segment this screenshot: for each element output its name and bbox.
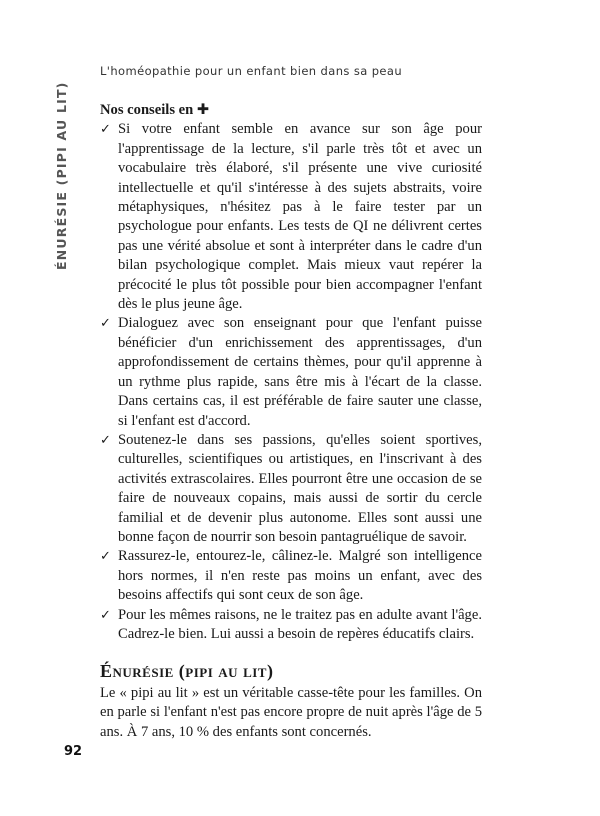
advice-item-text: Dialoguez avec son enseignant pour que l'enfant puisse bénéficier d'un enrichissement des apprentissages, d'un approfondissement de certains thèmes, pour qu'il apprenne à un rythme plus rapide, sans être mis à l'écart de la classe. Dans certains cas, il est préférable de faire sauter une classe, si l'enfant est d'accord. bbox=[118, 315, 482, 429]
advice-item-text: Rassurez-le, entourez-le, câlinez-le. Malgré son intelligence hors normes, il n'en reste pas moins un enfant, avec des besoins affectifs qui sont ceux de son âge. bbox=[118, 548, 482, 604]
check-icon: ✓ bbox=[100, 122, 111, 138]
check-icon: ✓ bbox=[100, 607, 111, 623]
advice-item-text: Si votre enfant semble en avance sur son âge pour l'apprentissage de la lecture, s'il parle très tôt et avec un vocabulaire très élaboré, s'il présente une vive curiosité intellectuelle et qu'il s'intéresse à des sujets abstraits, voire métaphysiques, n'hésitez pas à le faire tester par un psychologue pour enfants. Les tests de QI ne délivrent certes pas une vérité absolue et sont à interpréter dans le cadre d'un bilan psychologique complet. Mais mieux vaut repérer la précocité le plus tôt possible pour bien accompagner l'enfant dès le plus jeune âge. bbox=[118, 121, 482, 313]
advice-item-text: Pour les mêmes raisons, ne le traitez pas en adulte avant l'âge. Cadrez-le bien. Lui aussi a besoin de repères éducatifs clairs. bbox=[118, 606, 482, 642]
plus-icon: ✚ bbox=[196, 101, 210, 118]
check-icon: ✓ bbox=[100, 432, 111, 448]
running-head: L'homéopathie pour un enfant bien dans sa peau bbox=[100, 64, 403, 78]
list-item bbox=[100, 120, 482, 314]
side-tab bbox=[52, 81, 74, 270]
advice-list bbox=[100, 120, 482, 644]
page-number: 92 bbox=[64, 744, 83, 759]
advice-heading-text: Nos conseils en bbox=[100, 102, 194, 118]
list-item bbox=[100, 547, 482, 605]
section-title: Énurésie (pipi au lit) bbox=[100, 661, 274, 682]
check-icon: ✓ bbox=[100, 316, 111, 332]
list-item bbox=[100, 606, 482, 645]
page-content bbox=[100, 100, 482, 742]
advice-item-text: Soutenez-le dans ses passions, qu'elles soient sportives, culturelles, scientifiques ou artistiques, en l'inscrivant à des activités extrascolaires. Elles pourront être une occasion de se faire de nouveaux copains, mais aussi de sortir du cercle familial et de devenir plus autonome. Elles sont aussi une bonne façon de nourrir son besoin pantagruélique de savoir. bbox=[118, 431, 482, 545]
advice-heading bbox=[100, 100, 482, 120]
list-item bbox=[100, 314, 482, 430]
section-body: Le « pipi au lit » est un véritable casse-tête pour les familles. On en parle si l'enfant n'est pas encore propre de nuit après l'âge de 5 ans. À 7 ans, 10 % des enfants sont concernés. bbox=[100, 684, 482, 740]
side-tab-label: ÉNURÉSIE (PIPI AU LIT) bbox=[54, 81, 69, 270]
list-item bbox=[100, 431, 482, 547]
check-icon: ✓ bbox=[100, 549, 111, 565]
